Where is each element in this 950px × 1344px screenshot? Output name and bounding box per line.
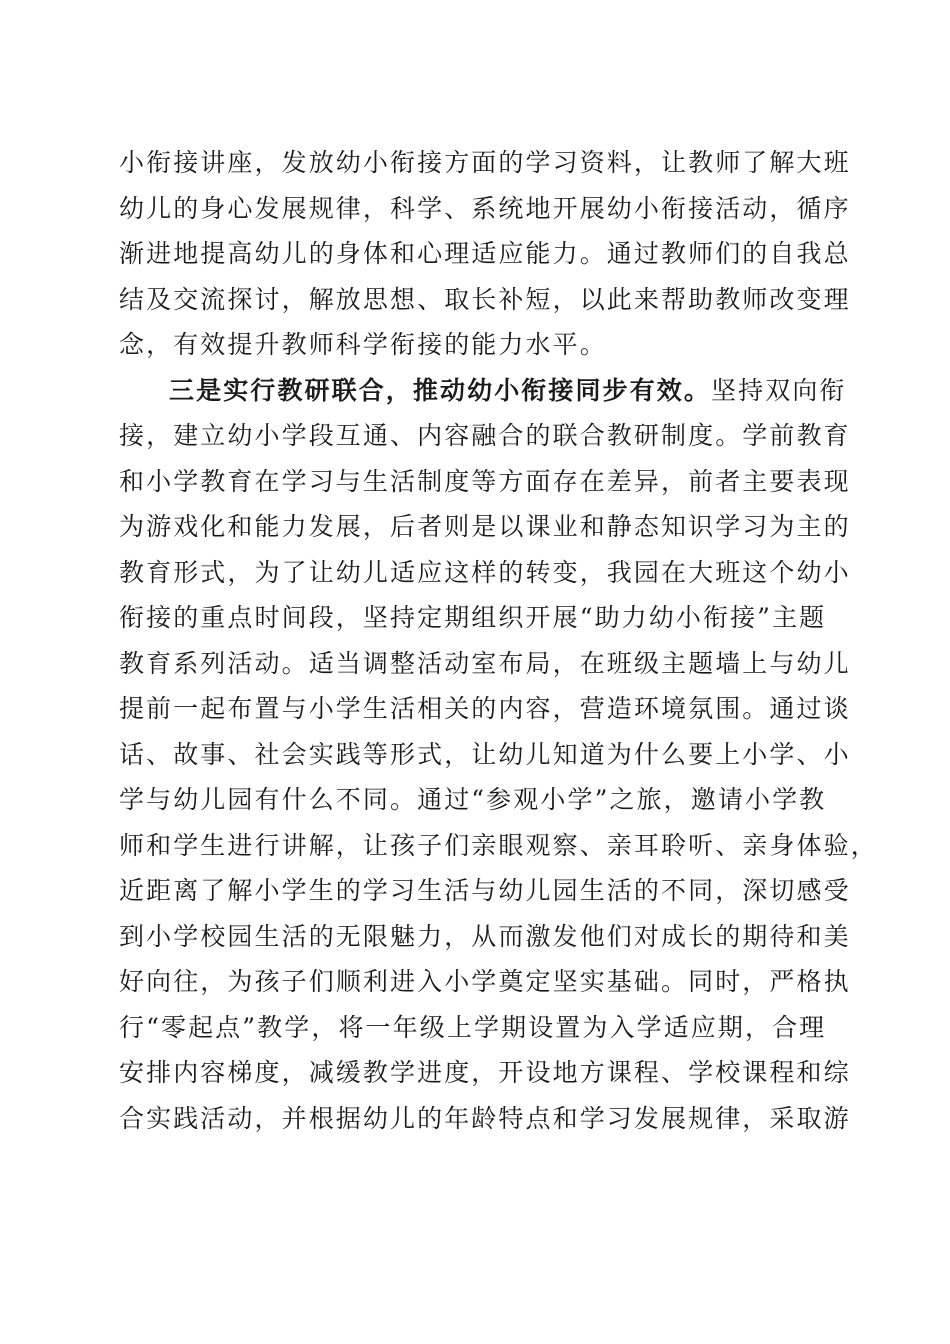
paragraph-1 [119,140,851,368]
paragraph-2-first-line-text: 坚持双向衔 [711,375,847,405]
paragraph-2-line: 教育形式，为了让幼儿适应这样的转变，我园在大班这个幼小 [119,557,851,587]
document-body [119,140,878,1141]
paragraph-1-line: 渐进地提高幼儿的身体和心理适应能力。通过教师们的自我总 [119,239,851,268]
paragraph-2-line: 接，建立幼小学段互通、内容融合的联合教研制度。学前教育 [119,421,851,450]
paragraph-2-line: 合实践活动，并根据幼儿的年龄特点和学习发展规律，采取游 [119,1103,851,1133]
paragraph-2-first-line [119,368,847,414]
paragraph-2-line: 衔接的重点时间段，坚持定期组织开展“助力幼小衔接”主题 [119,603,827,632]
paragraph-1-line: 小衔接讲座，发放幼小衔接方面的学习资料，让教师了解大班 [119,148,851,177]
paragraph-2-line: 师和学生进行讲解，让孩子们亲眼观察、亲耳聆听、亲身体验， [119,830,878,860]
paragraph-2-line: 提前一起布置与小学生活相关的内容，营造环境氛围。通过谈 [119,694,851,723]
paragraph-2-line: 话、故事、社会实践等形式，让幼儿知道为什么要上小学、小 [119,739,851,769]
paragraph-1-line: 念，有效提升教师科学衔接的能力水平。 [119,330,607,359]
paragraph-2-line: 安排内容梯度，减缓教学进度，开设地方课程、学校课程和综 [119,1058,851,1087]
paragraph-2-line: 好向往，为孩子们顺利进入小学奠定坚实基础。同时，严格执 [119,967,851,996]
paragraph-2-line: 到小学校园生活的无限魅力，从而激发他们对成长的期待和美 [119,921,851,951]
paragraph-2-line: 近距离了解小学生的学习生活与幼儿园生活的不同，深切感受 [119,876,851,905]
paragraph-2-line: 学与幼儿园有什么不同。通过“参观小学”之旅，邀请小学教 [119,785,827,814]
paragraph-2-line: 教育系列活动。适当调整活动室布局，在班级主题墙上与幼儿 [119,648,851,678]
paragraph-2-line: 行“零起点”教学，将一年级上学期设置为入学适应期，合理 [119,1012,827,1042]
paragraph-2 [119,368,878,1142]
paragraph-1-line: 幼儿的身心发展规律，科学、系统地开展幼小衔接活动，循序 [119,193,851,223]
paragraph-2-line: 和小学教育在学习与生活制度等方面存在差异，前者主要表现 [119,466,851,496]
paragraph-2-line: 为游戏化和能力发展，后者则是以课业和静态知识学习为主的 [119,512,851,541]
paragraph-1-line: 结及交流探讨，解放思想、取长补短，以此来帮助教师改变理 [119,284,851,314]
paragraph-2-heading: 三是实行教研联合，推动幼小衔接同步有效。 [169,375,712,405]
